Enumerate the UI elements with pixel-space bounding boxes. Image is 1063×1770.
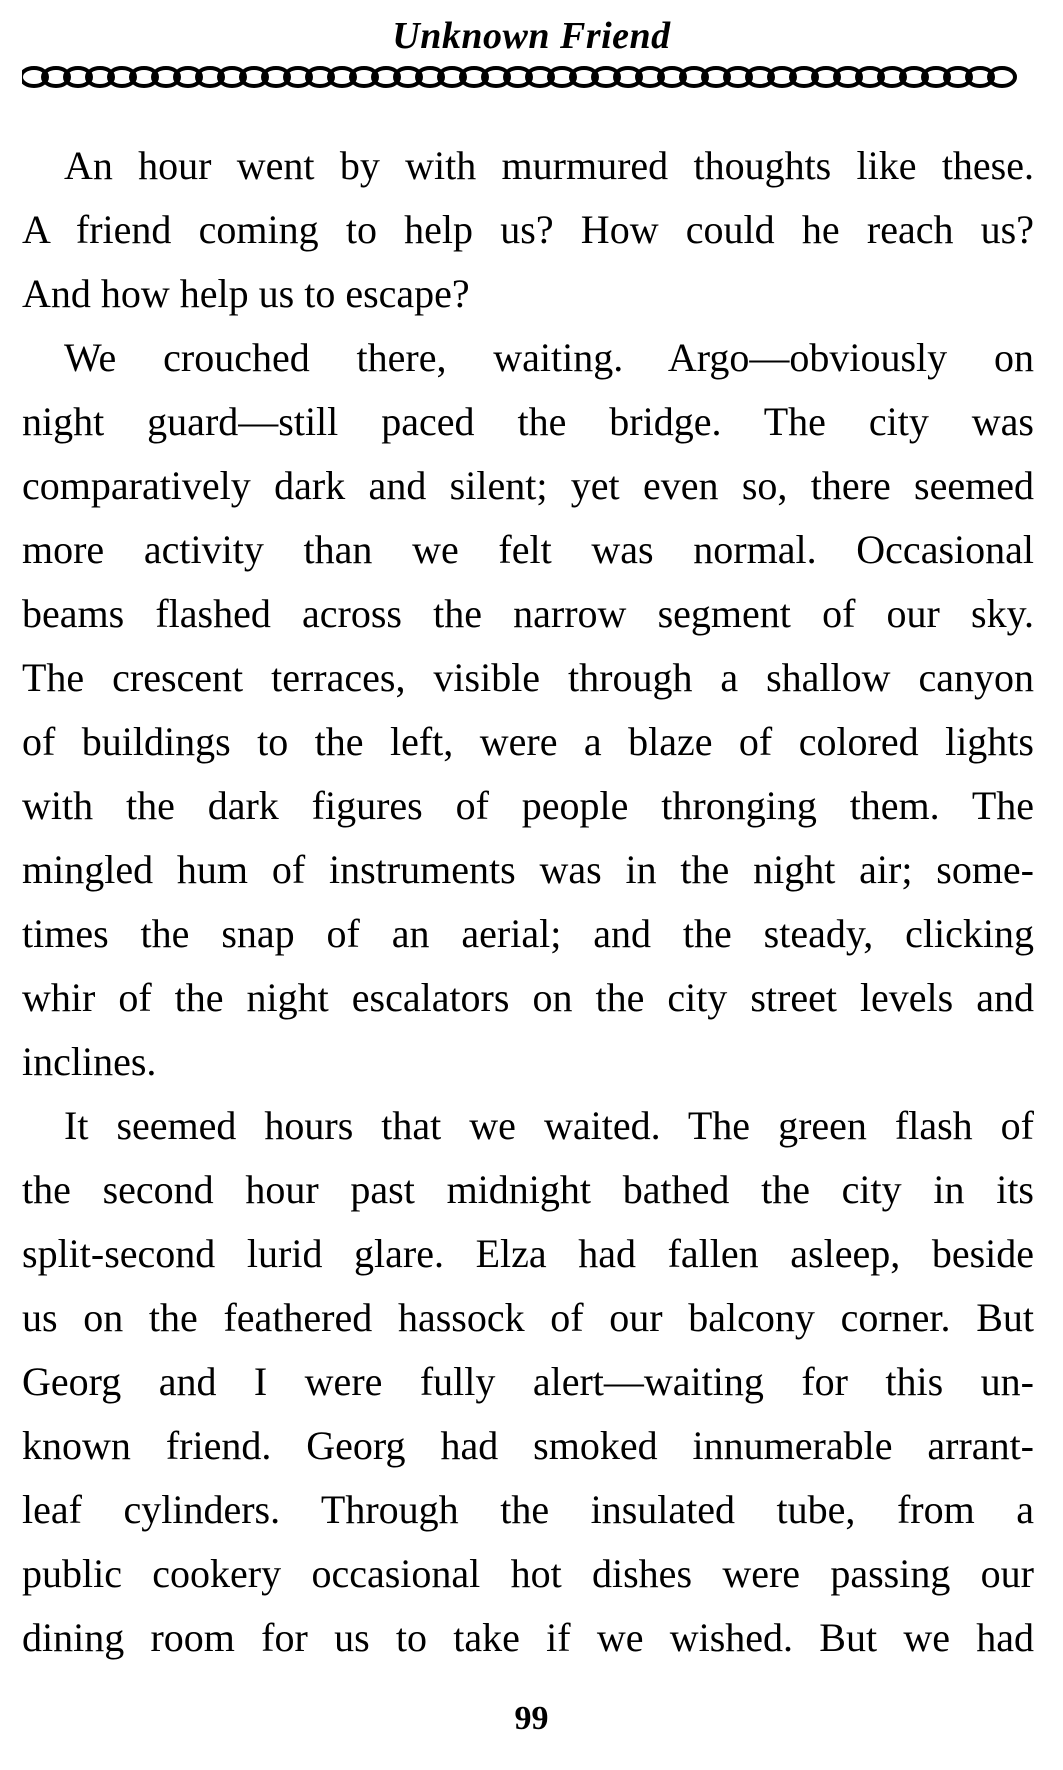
text-line: It seemed hours that we waited. The green flash of [64,1103,1034,1148]
text-line: beams flashed across the narrow segment of our sky. [22,591,1034,636]
text-line: more activity than we felt was normal. Occasional [22,527,1034,572]
text-line: An hour went by with murmured thoughts like these. [64,143,1034,188]
text-line: comparatively dark and silent; yet even so, there seemed [22,463,1034,508]
text-line: public cookery occasional hot dishes were passing our [22,1551,1034,1596]
text-line: split-second lurid glare. Elza had fallen asleep, beside [22,1231,1034,1276]
text-line: known friend. Georg had smoked innumerable arrant- [22,1423,1034,1468]
text-line: with the dark figures of people thronging them. The [22,783,1034,828]
text-line: times the snap of an aerial; and the steady, clicking [22,911,1034,956]
text-line: whir of the night escalators on the city street levels and [22,975,1034,1020]
text-line: inclines. [22,1039,157,1084]
paragraph-2 [22,326,1034,1094]
paragraph-1 [22,134,1034,326]
text-line: leaf cylinders. Through the insulated tube, from a [22,1487,1034,1532]
text-line: Georg and I were fully alert—waiting for this un- [22,1359,1034,1404]
text-line: A friend coming to help us? How could he reach us? [22,207,1034,252]
body-text [22,134,1034,1670]
text-line: The crescent terraces, visible through a shallow canyon [22,655,1034,700]
text-line: dining room for us to take if we wished. But we had [22,1615,1034,1660]
paragraph-3 [22,1094,1034,1670]
text-line: us on the feathered hassock of our balcony corner. But [22,1295,1034,1340]
text-line: We crouched there, waiting. Argo—obviously on [64,335,1034,380]
text-line: mingled hum of instruments was in the night air; some- [22,847,1034,892]
page-number: 99 [514,1700,549,1737]
text-line: the second hour past midnight bathed the city in its [22,1167,1034,1212]
text-line: of buildings to the left, were a blaze of colored lights [22,719,1034,764]
running-head: Unknown Friend [392,15,671,57]
text-line: night guard—still paced the bridge. The city was [22,399,1034,444]
text-line: And how help us to escape? [22,271,470,316]
chain-loop-border-icon [22,64,1034,90]
